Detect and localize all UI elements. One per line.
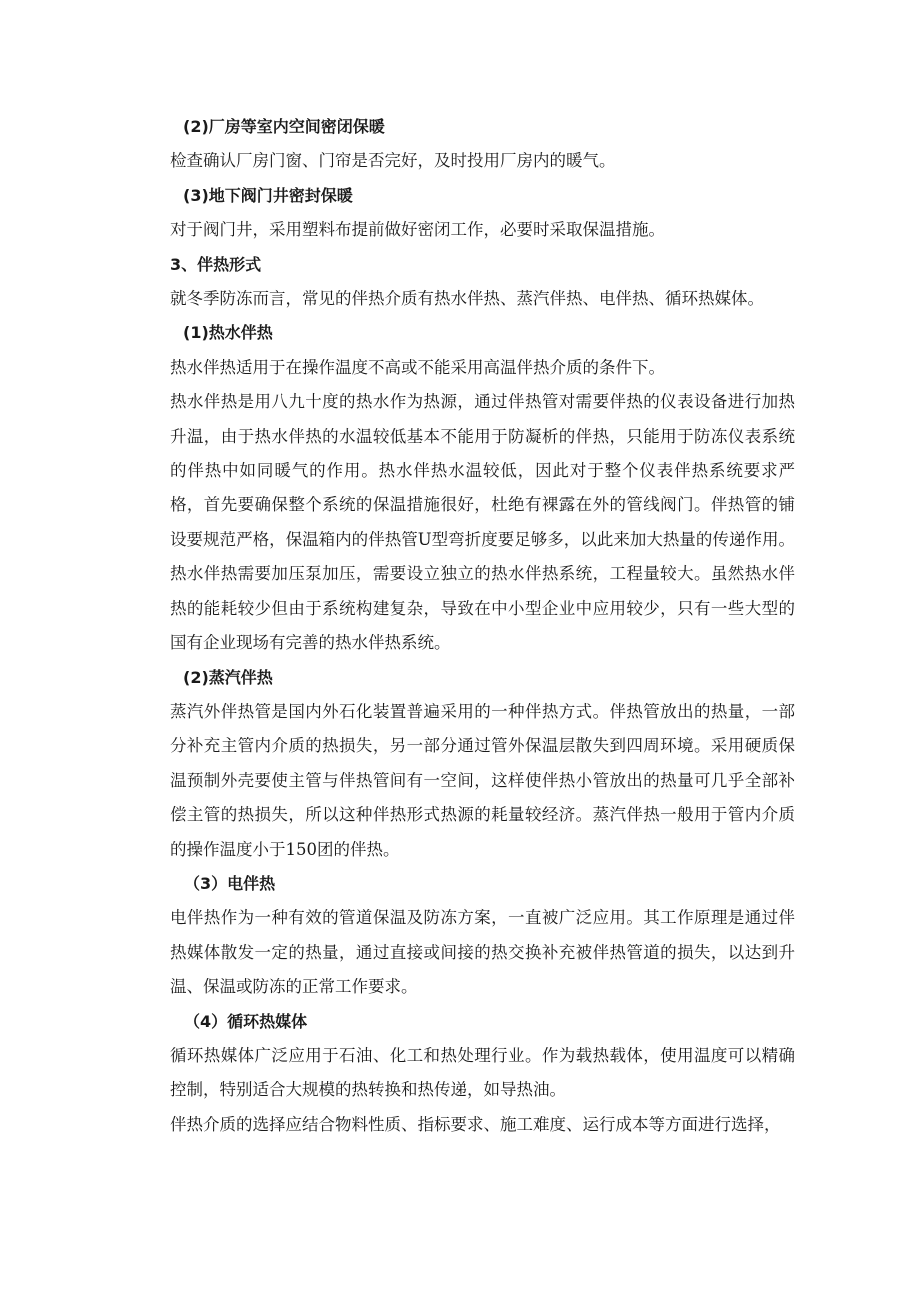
paragraph-hot-water-detail: 热水伴热是用八九十度的热水作为热源，通过伴热管对需要伴热的仪表设备进行加热升温，由于热水伴热的水温较低基本不能用于防凝析的伴热，只能用于防冻仪表系统的伴热中如同暖气的作用。热水伴热水温较低，因此对于整个仪表伴热系统要求严格，首先要确保整个系统的保温措施很好，杜绝有裸露在外的管线阀门。伴热管的铺设要规范严格，保温箱内的伴热管U型弯折度要足够多，以此来加大热量的传递作用。热水伴热需要加压泵加压，需要设立独立的热水伴热系统，工程量较大。虽然热水伴热的能耗较少但由于系统构建复杂，导致在中小型企业中应用较少，只有一些大型的国有企业现场有完善的热水伴热系统。 — [170, 392, 795, 653]
section-heading-indoor-sealing: (2)厂房等室内空间密闭保暖 — [183, 117, 385, 136]
section-heading-circulating-medium: （4）循环热媒体 — [184, 1011, 308, 1031]
paragraph-heat-tracing-intro: 就冬季防冻而言，常见的伴热介质有热水伴热、蒸汽伴热、电伴热、循环热媒体。 — [170, 289, 764, 309]
paragraph-indoor-sealing: 检查确认厂房门窗、门帘是否完好，及时投用厂房内的暖气。 — [170, 151, 616, 171]
paragraph-electric-detail: 电伴热作为一种有效的管道保温及防冻方案，一直被广泛应用。其工作原理是通过伴热媒体散发一定的热量，通过直接或间接的热交换补充被伴热管道的损失，以达到升温、保温或防冻的正常工作要求。 — [170, 908, 795, 997]
section-heading-steam: (2)蒸汽伴热 — [183, 667, 273, 687]
section-heading-heat-tracing-forms: 3、伴热形式 — [170, 254, 262, 274]
paragraph-hot-water-usage: 热水伴热适用于在操作温度不高或不能采用高温伴热介质的条件下。 — [170, 357, 665, 377]
paragraph-circulating-medium-detail: 循环热媒体广泛应用于石油、化工和热处理行业。作为载热载体，使用温度可以精确控制，特别适合大规模的热转换和热传递，如导热油。 — [170, 1045, 795, 1100]
section-heading-hot-water: (1)热水伴热 — [183, 323, 273, 343]
section-heading-electric: （3）电伴热 — [184, 873, 276, 893]
paragraph-medium-selection: 伴热介质的选择应结合物料性质、指标要求、施工难度、运行成本等方面进行选择， — [170, 1114, 781, 1134]
section-heading-valve-well: (3)地下阀门井密封保暖 — [183, 185, 353, 205]
document-body — [170, 110, 795, 1142]
paragraph-steam-detail: 蒸汽外伴热管是国内外石化装置普遍采用的一种伴热方式。伴热管放出的热量，一部分补充主管内介质的热损失，另一部分通过管外保温层散失到四周环境。采用硬质保温预制外壳要使主管与伴热管间有一空间，这样使伴热小管放出的热量可几乎全部补偿主管的热损失，所以这种伴热形式热源的耗量较经济。蒸汽伴热一般用于管内介质的操作温度小于150团的伴热。 — [170, 701, 795, 859]
paragraph-valve-well: 对于阀门井，采用塑料布提前做好密闭工作，必要时采取保温措施。 — [170, 220, 665, 240]
